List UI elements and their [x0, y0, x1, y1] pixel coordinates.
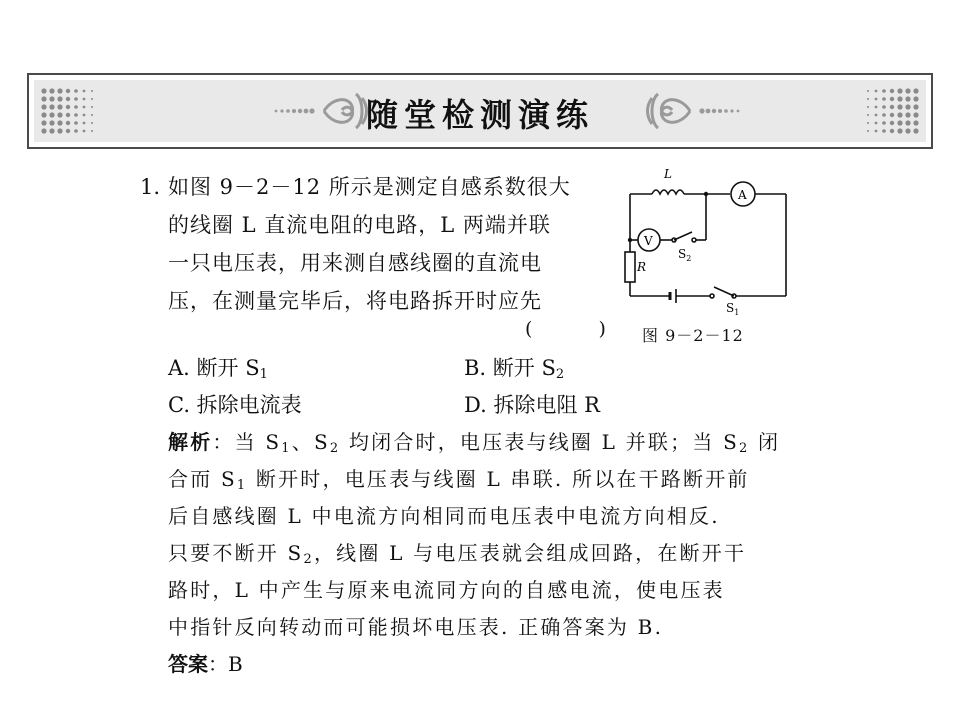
option-c: C. 拆除电流表 [168, 393, 302, 417]
switch1-label: $S_1$ [726, 301, 740, 317]
answer-blank: ( ) [525, 318, 636, 340]
analysis-line: 后自感线圈 L 中电流方向相同而电压表中电流方向相反. [168, 504, 720, 528]
section-title: 随堂检测演练 [365, 96, 594, 134]
question-line: 如图 9－2－12 所示是测定自感系数很大 [168, 175, 571, 199]
option-b: B. 断开 $S_2$ [464, 356, 565, 382]
switch2-label: $S_2$ [678, 247, 692, 263]
answer-line: 答案：B [168, 652, 243, 676]
circuit-diagram [614, 160, 804, 320]
analysis-line: 合而 $S_1$ 断开时，电压表与线圈 L 串联. 所以在干路断开前 [168, 467, 750, 493]
question-line: 的线圈 L 直流电阻的电路，L 两端并联 [168, 213, 551, 237]
figure-caption: 图 9－2－12 [642, 326, 744, 345]
inductor-label: L [664, 167, 672, 181]
section-banner [27, 73, 933, 149]
answer-value: B [228, 652, 243, 676]
voltmeter-label: V [644, 234, 653, 248]
option-d: D. 拆除电阻 R [464, 393, 600, 417]
question-line: 一只电压表，用来测自感线圈的直流电 [168, 251, 542, 275]
inductor-coil [652, 190, 684, 194]
question-number: 1. [140, 175, 161, 199]
option-a: A. 断开 $S_1$ [168, 356, 268, 382]
ammeter-label: A [738, 188, 747, 202]
analysis-line: 中指针反向转动而可能损坏电压表. 正确答案为 B. [168, 615, 664, 639]
analysis-line: 解析：当 $S_1$、$S_2$ 均闭合时，电压表与线圈 L 并联；当 $S_2$ 闭 [168, 430, 781, 456]
analysis-label: 解析 [168, 430, 213, 454]
resistor-rect [625, 252, 635, 282]
resistor-label: R [637, 260, 647, 274]
analysis-line: 路时，L 中产生与原来电流同方向的自感电流，使电压表 [168, 578, 725, 602]
answer-label: 答案 [168, 652, 208, 676]
banner-background [34, 80, 926, 142]
analysis-line: 只要不断开 $S_2$，线圈 L 与电压表就会组成回路，在断开干 [168, 541, 747, 567]
scroll-ornament-right-decoration [642, 88, 742, 134]
question-line: 压，在测量完毕后，将电路拆开时应先 [168, 289, 542, 313]
